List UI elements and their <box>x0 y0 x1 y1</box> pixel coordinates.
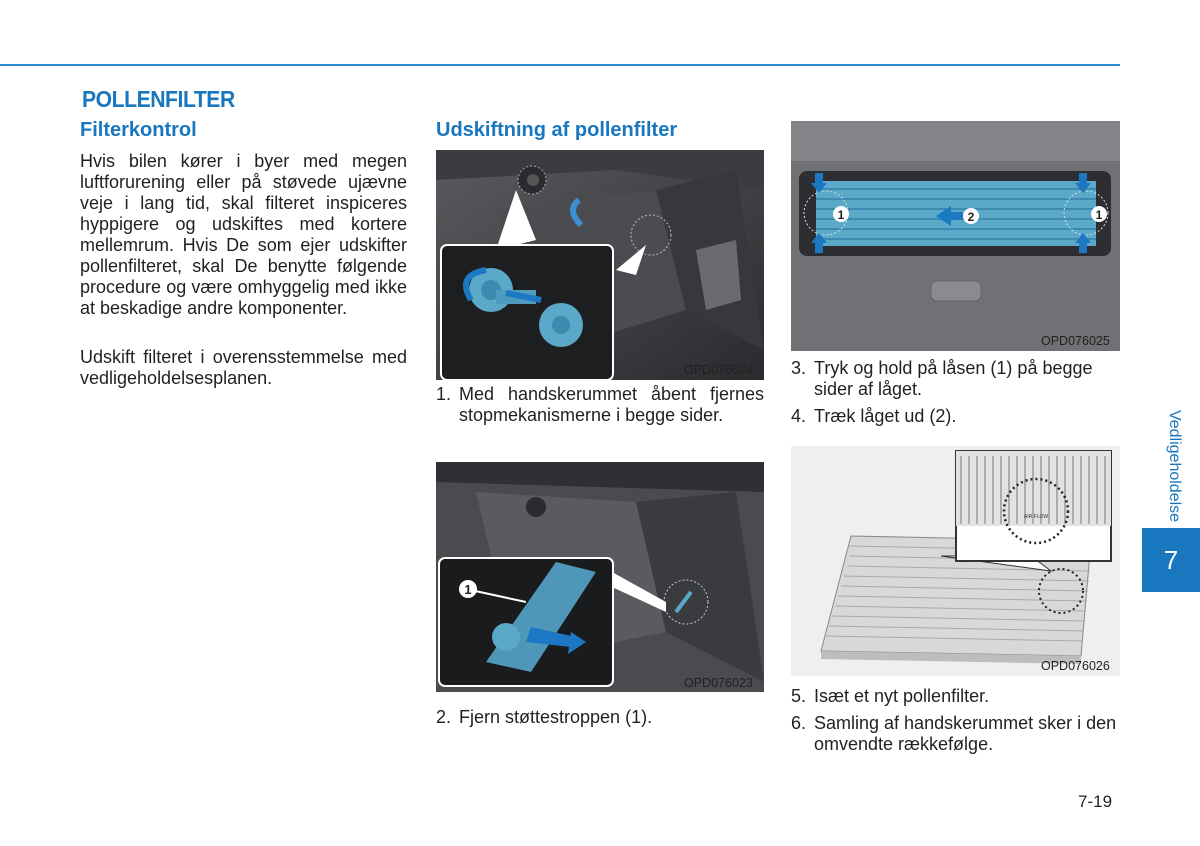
figure-glovebox-stoppers <box>436 150 764 380</box>
fig2-marker-label: 1 <box>464 582 472 597</box>
step-4-number: 4. <box>791 406 807 426</box>
figure-code-1: OPD076024 <box>684 363 753 377</box>
step-5-text: Isæt et nyt pollenfilter. <box>814 686 990 706</box>
page-number: 7-19 <box>1078 792 1113 811</box>
step-4 <box>791 406 1120 427</box>
section-title: POLLENFILTER <box>82 86 235 112</box>
chapter-label-text: Vedligeholdelse <box>1166 409 1183 523</box>
figure-code-3: OPD076025 <box>1041 334 1110 348</box>
figure-support-strap <box>436 462 764 692</box>
step-5 <box>791 686 1120 707</box>
fig4-airflow-label: AIR FLOW <box>1023 514 1049 520</box>
step-6-number: 6. <box>791 713 807 733</box>
step-4-text: Træk låget ud (2). <box>814 406 957 426</box>
step-1-number: 1. <box>436 384 452 404</box>
fig3-lock-label-left: 1 <box>837 208 845 222</box>
step-1-text: Med handskerummet åbent fjernes stopmekanismerne i begge sider. <box>459 384 764 425</box>
step-3 <box>791 358 1120 400</box>
step-6 <box>791 713 1120 755</box>
paragraph-intro: Hvis bilen kører i byer med megen luftforurening eller på støvede ujævne veje i lang tid, skal filteret inspiceres hyppigere og udskiftes med kortere mellemrum. Hvis De som ejer udskifter pollenfilteret, skal De benytte følgende procedure og være omhyggelig med ikke at beskadige andre komponenter. <box>80 151 407 318</box>
header-rule <box>0 64 1120 66</box>
step-6-text: Samling af handskerummet sker i den omvendte rækkefølge. <box>814 713 1117 754</box>
fig3-lock-label-right: 1 <box>1095 208 1103 222</box>
figure-new-filter <box>791 446 1120 676</box>
step-3-text: Tryk og hold på låsen (1) på begge sider af låget. <box>814 358 1093 399</box>
step-2-number: 2. <box>436 707 452 727</box>
paragraph-schedule: Udskift filteret i overensstemmelse med vedligeholdelsesplanen. <box>80 347 407 388</box>
figure-code-4: OPD076026 <box>1041 659 1110 673</box>
fig3-pull-label: 2 <box>967 210 975 224</box>
chapter-tab: 7 <box>1142 528 1200 592</box>
subheading-udskiftning: Udskiftning af pollenfilter <box>436 119 678 141</box>
step-2 <box>436 707 764 728</box>
chapter-side-label <box>1164 402 1184 532</box>
subheading-filterkontrol: Filterkontrol <box>80 119 197 141</box>
step-2-text: Fjern støttestroppen (1). <box>459 707 653 727</box>
figure-code-2: OPD076023 <box>684 676 753 690</box>
step-3-number: 3. <box>791 358 807 378</box>
figure-filter-cover <box>791 121 1120 351</box>
step-5-number: 5. <box>791 686 807 706</box>
step-1 <box>436 384 764 426</box>
